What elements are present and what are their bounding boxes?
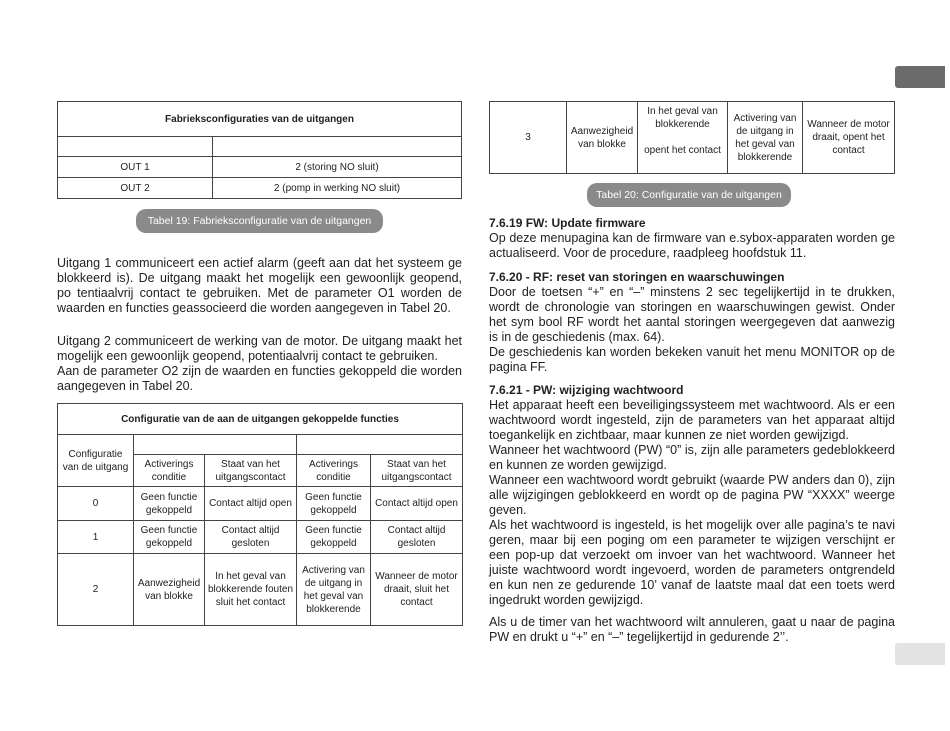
pw-paragraph-2: Wanneer het wachtwoord (PW) “0” is, zijn alle parameters gedeblokkeerd en kunnen ze worden gewijzigd. [489,443,895,472]
pw-paragraph-5: Als u de timer van het wachtwoord wilt annuleren, gaat u naar de pagina PW en drukt u “+” en “–” tegelijkertijd in gedurende 2’’. [489,615,895,644]
output-label: OUT 2 [58,178,213,199]
table-row [58,178,462,199]
col-state-header: Staat van het uitgangscontact [371,455,463,487]
col-activation-header: Activerings conditie [134,455,205,487]
output-functions-table-continued [489,101,895,174]
output1-paragraph: Uitgang 1 communiceert een actief alarm (geeft aan dat het systeem ge blokkeerd is). De uitgang maakt het mogelijk een gewoonlijk geopend, po tentiaalvrij contact te gebruiken. Met de parameter O1 worden de waarden en functies geassocieerd die worden aangegeven in Tabel 20. [57,256,462,315]
section-heading-pw: 7.6.21 - PW: wijziging wachtwoord [489,383,684,397]
rf-paragraph: Door de toetsen “+” en “–” minstens 2 sec tegelijkertijd in te drukken, wordt de chronologie van storingen en waarschuwingen gewist. Onder het sym bool RF wordt het aantal storingen weergegeven dat aanwezig is in de geschiedenis (max. 64). [489,285,895,344]
output2-param-paragraph: Aan de parameter O2 zijn de waarden en functies gekoppeld die worden aangegeven in Tabel 20. [57,364,462,393]
output-label: OUT 1 [58,157,213,178]
pw-paragraph-3: Wanneer een wachtwoord wordt gebruikt (waarde PW anders dan 0), zijn alle wijzigingen geblokkeerd en wordt op de pagina PW “XXXX” weerge geven. [489,473,895,517]
table-row: 1 Geen functie gekoppeld Contact altijd gesloten Geen functie gekoppeld Contact altijd gesloten [58,521,463,554]
table20-caption: Tabel 20: Configuratie van de uitgangen [587,183,791,207]
col-activation-header: Activerings conditie [297,455,371,487]
left-text-block [57,256,462,394]
pw-paragraph-4: Als het wachtwoord is ingesteld, is het mogelijk over alle pagina’s te navi geren, maar bij een poging om een parameter te wijzigen verschijnt er een pop-up dat verzoekt om invoer van het wachtwoord. Wanneer het juiste wachtwoord wordt ingevoerd, worden de parameters ontgrendeld en kun nen ze gedurende 10’ vanaf de laatste maal dat een toets werd ingedrukt worden gewijzigd. [489,518,895,607]
fw-paragraph: Op deze menupagina kan de firmware van e.sybox-apparaten worden ge actualiseerd. Voor de procedure, raadpleeg hoofdstuk 11. [489,231,895,260]
output-functions-table [57,403,463,626]
section-heading-rf: 7.6.20 - RF: reset van storingen en waarschuwingen [489,270,785,284]
page-tab-marker [895,643,945,665]
section-heading-fw: 7.6.19 FW: Update firmware [489,216,646,230]
col-state-header: Staat van het uitgangscontact [205,455,297,487]
table-title: Configuratie van de aan de uitgangen gekoppelde functies [58,404,463,435]
col-config-header: Configuratie van de uitgang [58,435,134,487]
table19-caption: Tabel 19: Fabrieksconfiguratie van de uitgangen [136,209,383,233]
rf-history-paragraph: De geschiedenis kan worden bekeken vanuit het menu MONITOR op de pagina FF. [489,345,895,374]
table-row: 2 Aanwezigheid van blokke In het geval van blokkerende fouten sluit het contact Activering van de uitgang in het geval van blokkerende Wanneer de motor draait, sluit het contact [58,554,463,626]
right-text-block [489,216,895,645]
output-value: 2 (storing NO sluit) [213,157,462,178]
output-value: 2 (pomp in werking NO sluit) [213,178,462,199]
table-row: 3 Aanwezigheid van blokke In het geval van blokkerende opent het contact Activering van de uitgang in het geval van blokkerende Wanneer de motor draait, opent het contact [490,102,895,174]
table-row [58,157,462,178]
output2-paragraph: Uitgang 2 communiceert de werking van de motor. De uitgang maakt het mogelijk een gewoonlijk geopend, potentiaalvrij contact te gebruiken. [57,334,462,363]
pw-paragraph-1: Het apparaat heeft een beveiligingssysteem met wachtwoord. Als er een wachtwoord wordt ingesteld, zijn de parameters van het apparaat altijd toegankelijk en zichtbaar, maar kunnen ze niet worden gewijzigd. [489,398,895,442]
factory-config-table [57,101,462,199]
table-title: Fabrieksconfiguraties van de uitgangen [58,102,462,137]
table-row: 0 Geen functie gekoppeld Contact altijd open Geen functie gekoppeld Contact altijd open [58,487,463,521]
section-tab-marker [895,66,945,88]
